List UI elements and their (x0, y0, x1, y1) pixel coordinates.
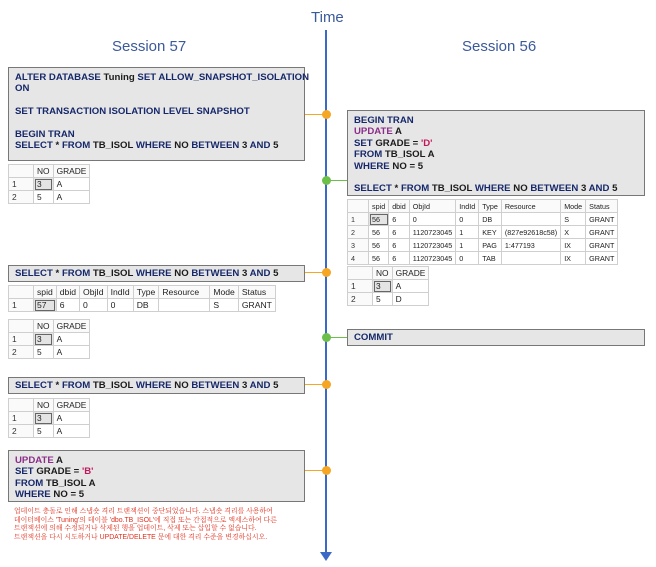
event-dot-1 (322, 110, 331, 119)
result-grid-session56: NO GRADE 1 3 A 2 5 D (347, 266, 429, 306)
commit-box: COMMIT (347, 329, 645, 346)
time-label: Time (311, 9, 344, 26)
timeline-arrow-icon (320, 552, 332, 561)
lock-grid-session57: spid dbid ObjId IndId Type Resource Mode Status 1 57 6 0 0 DB S GRANT (8, 285, 276, 312)
query-box-alter-select: ALTER DATABASE Tuning SET ALLOW_SNAPSHOT_ISOLATION ON SET TRANSACTION ISOLATION LEVEL SNAPSHOT BEGIN TRAN SELECT * FROM TB_ISOL WHERE NO BETWEEN 3 AND 5 (8, 67, 305, 161)
result-grid-4: NO GRADE 1 3 A 2 5 A (8, 398, 90, 438)
error-line-1: 업데이트 충돌로 인해 스냅숏 격리 트랜잭션이 중단되었습니다. 스냅숏 격리를 사용하여 (14, 508, 273, 515)
error-line-3: 트랜잭션에 의해 수정되거나 삭제된 행을 업데이트, 삭제 또는 삽입할 수 없습니다. (14, 525, 257, 533)
query-box-select-3: SELECT * FROM TB_ISOL WHERE NO BETWEEN 3 AND 5 (8, 377, 305, 394)
event-dot-6 (322, 466, 331, 475)
session-56-title: Session 56 (462, 38, 537, 55)
event-dot-5 (322, 380, 331, 389)
result-grid-3: NO GRADE 1 3 A 2 5 A (8, 319, 90, 359)
result-grid-1: NO GRADE 1 3 A 2 5 A (8, 164, 90, 204)
event-dot-4 (322, 333, 331, 342)
query-box-update-b: UPDATE A SET GRADE = 'B' FROM TB_ISOL A WHERE NO = 5 (8, 450, 305, 502)
error-line-2: 데이터베이스 'Tuning'의 테이블 'dbo.TB_ISOL'에 직접 또는 간접적으로 액세스하여 다른 (14, 516, 277, 524)
lock-grid-session56: spid dbid ObjId IndId Type Resource Mode Status 1 56 6 0 0 DB S GRANT 2 56 6 1120723045 1 KEY (827e92618c58) X GRANT 3 56 6 1120723045 1 PAG 1:477193 IX GRANT 4 56 6 1120723045 0 TAB IX GRANT (347, 199, 618, 265)
event-dot-3 (322, 268, 331, 277)
error-line-4: 트랜잭션을 다시 시도하거나 UPDATE/DELETE 문에 대한 격리 수준을 변경하십시오. (14, 533, 268, 541)
error-message (14, 508, 316, 542)
query-box-update-d: BEGIN TRAN UPDATE A SET GRADE = 'D' FROM TB_ISOL A WHERE NO = 5 SELECT * FROM TB_ISOL WHERE NO BETWEEN 3 AND 5 (347, 110, 645, 196)
query-box-select-2: SELECT * FROM TB_ISOL WHERE NO BETWEEN 3 AND 5 (8, 265, 305, 282)
session-57-title: Session 57 (112, 38, 187, 55)
event-dot-2 (322, 176, 331, 185)
